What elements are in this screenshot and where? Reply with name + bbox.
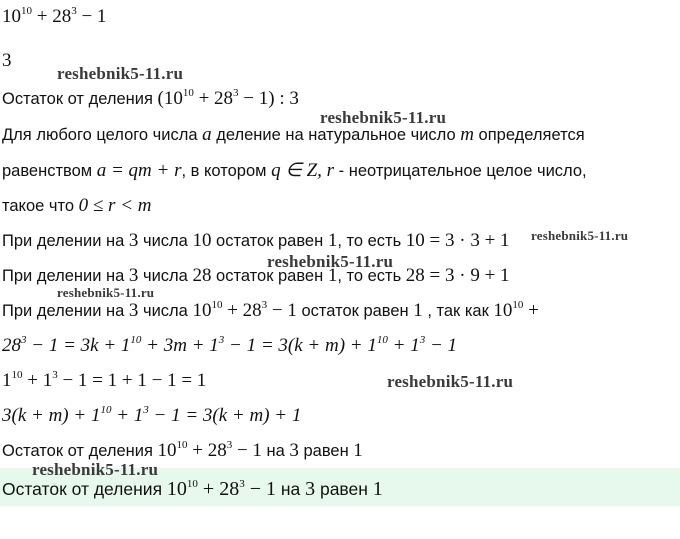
answer-line: Остаток от деления $10^{10} + 28^3 - 1$ на 3 равен 1 bbox=[2, 478, 383, 500]
expansion-line: $28^3 - 1 = 3k + 1^{10} + 3m + 1^3 - 1 = 3(k + m) + 1^{10} + 1^3 - 1$ bbox=[2, 334, 458, 356]
division-28-line: При делении на 3 числа 28 остаток равен 1, то есть 28 = 3 · 9 + 1 bbox=[2, 265, 510, 286]
expression-line: $10^{10} + 28^3 - 1$ bbox=[2, 5, 107, 27]
conclusion-line: Остаток от деления $10^{10} + 28^3 - 1$ на 3 равен 1 bbox=[2, 439, 363, 461]
division-10-line: При делении на 3 числа 10 остаток равен 1, то есть 10 = 3 · 3 + 1 bbox=[2, 230, 510, 251]
watermark: reshebnik5-11.ru bbox=[267, 252, 394, 271]
divisor-line: 3 bbox=[2, 50, 12, 71]
watermark: reshebnik5-11.ru bbox=[57, 285, 155, 300]
remainder-of-division-line: Остаток от деления $(10^{10} + 28^3 - 1)$ : 3 bbox=[2, 87, 299, 109]
watermark: reshebnik5-11.ru bbox=[57, 64, 184, 83]
division-sum-line: При делении на 3 числа $10^{10} + 28^3 - 1$ остаток равен 1 , так как $10^{10}$ + bbox=[2, 299, 539, 321]
definition-line-2: равенством a = qm + r, в котором q ∈ Z, r - неотрицательное целое число, bbox=[2, 160, 587, 181]
definition-line-1: Для любого целого числа a деление на натуральное число m определяется bbox=[2, 124, 585, 145]
definition-line-3: такое что 0 ≤ r < m bbox=[2, 195, 152, 216]
ones-sum-line: $1^{10} + 1^3 - 1 = 1 + 1 - 1 = 1$ bbox=[2, 369, 207, 391]
result-expression-line: $3(k + m) + 1^{10} + 1^3 - 1 = 3(k + m) + 1$ bbox=[2, 404, 302, 426]
watermark: reshebnik5-11.ru bbox=[531, 228, 629, 243]
watermark: reshebnik5-11.ru bbox=[320, 108, 447, 127]
watermark: reshebnik5-11.ru bbox=[387, 372, 514, 391]
watermark: reshebnik5-11.ru bbox=[32, 460, 159, 479]
